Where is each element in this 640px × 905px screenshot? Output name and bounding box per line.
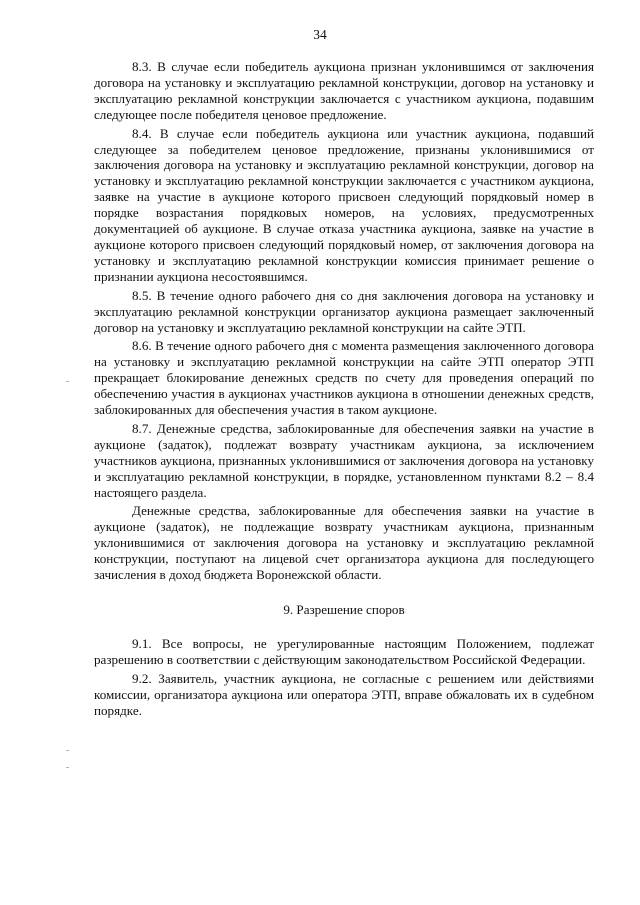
- paragraph-8-3: 8.3. В случае если победитель аукциона признан уклонившимся от заключения договора на установку и эксплуатацию рекламной конструкции, договор на установку и эксплуатацию рекламной конструкции заключается с участником аукциона, подавшим следующее после победителя ценовое предложение.: [94, 59, 594, 122]
- paragraph-9-2: 9.2. Заявитель, участник аукциона, не согласные с решением или действиями комиссии, организатора аукциона или оператора ЭТП, вправе обжаловать их в судебном порядке.: [94, 670, 594, 718]
- page-number: 34: [313, 27, 327, 42]
- margin-mark: [66, 381, 69, 382]
- document-body: [94, 59, 594, 722]
- paragraph-8-4: 8.4. В случае если победитель аукциона или участник аукциона, подавший следующее за победителем ценовое предложение, признаны уклонившимися от заключения договора на установку и эксплуатацию рекламной конструкции, договор на установку и эксплуатацию рекламной конструкции заключается с участником аукциона, заявке на участие в аукционе которого присвоен следующий порядковый номер в порядке возрастания порядковых номеров, на условиях, предусмотренных документацией об аукционе. В случае отказа участника аукциона, заявке на участие в аукционе которого присвоен следующий порядковый номер, от заключения договора на установку и эксплуатацию рекламной конструкции комиссия принимает решение о признании аукциона несостоявшимся.: [94, 125, 594, 284]
- paragraph-8-5: 8.5. В течение одного рабочего дня со дня заключения договора на установку и эксплуатацию рекламной конструкции организатор аукциона размещает заключенный договор на установку и эксплуатацию рекламной конструкции на сайте ЭТП.: [94, 287, 594, 335]
- paragraph-8-7: 8.7. Денежные средства, заблокированные для обеспечения заявки на участие в аукционе (задаток), подлежат возврату участникам аукциона, за исключением участников аукциона, признанных уклонившимися от заключения договора на установку и эксплуатацию рекламной конструкции, в порядке, установленном пунктами 8.2 – 8.4 настоящего раздела.: [94, 420, 594, 500]
- paragraph-8-7-continued: Денежные средства, заблокированные для обеспечения заявки на участие в аукционе (задаток), не подлежащие возврату участникам аукциона, признанным уклонившимися от заключения договора на установку и эксплуатацию рекламной конструкции, поступают на лицевой счет организатора аукциона для последующего зачисления в доход бюджета Воронежской области.: [94, 503, 594, 583]
- paragraph-9-1: 9.1. Все вопросы, не урегулированные настоящим Положением, подлежат разрешению в соответствии с действующим законодательством Российской Федерации.: [94, 636, 594, 667]
- section-9-heading: 9. Разрешение споров: [283, 602, 405, 617]
- paragraph-8-6: 8.6. В течение одного рабочего дня с момента размещения заключенного договора на установку и эксплуатацию рекламной конструкции на сайте ЭТП оператор ЭТП прекращает блокирование денежных средств по счету для проведения операций по обеспечению участия в аукционах участников аукциона в отношении денежных средств, заблокированных для обеспечения участия в таком аукционе.: [94, 338, 594, 418]
- margin-mark: [66, 767, 69, 768]
- margin-mark: [66, 750, 69, 751]
